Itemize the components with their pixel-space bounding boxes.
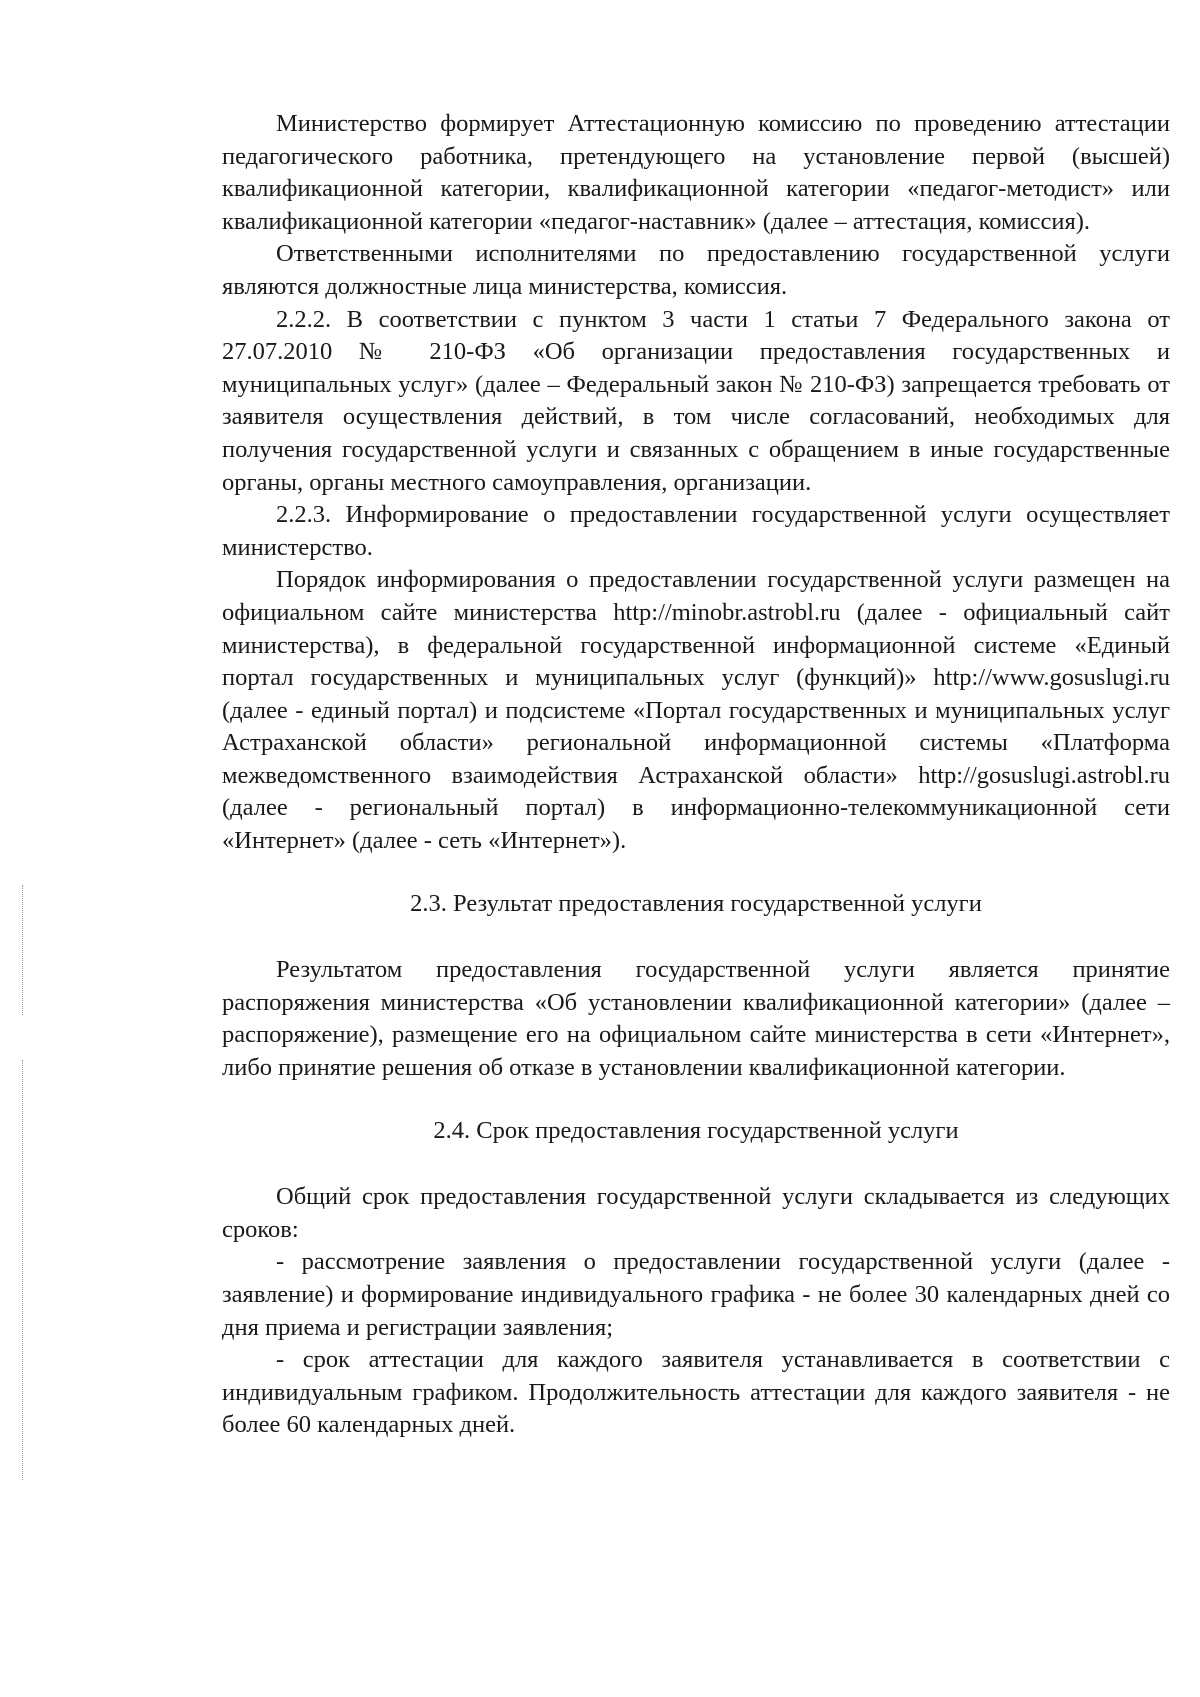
list-item: - рассмотрение заявления о предоставлении государственной услуги (далее - заявление) и формирование индивидуального графика - не более 30 календарных дней со дня приема и регистрации заявления; bbox=[222, 1248, 1170, 1341]
paragraph: Результатом предоставления государственной услуги является принятие распоряжения министерства «Об установлении квалификационной категории» (далее – распоряжение), размещение его на официальном сайте министерства в сети «Интернет», либо принятие решения об отказе в установлении квалификационной категории. bbox=[222, 956, 1170, 1082]
paragraph: Ответственными исполнителями по предоставлению государственной услуги являются должностные лица министерства, комиссия. bbox=[222, 240, 1170, 300]
section-heading-2-4: 2.4. Срок предоставления государственной услуги bbox=[433, 1116, 959, 1144]
paragraph: Общий срок предоставления государственной услуги складывается из следующих сроков: bbox=[222, 1183, 1170, 1243]
section-2-2 bbox=[222, 108, 1170, 858]
paragraph: Порядок информирования о предоставлении государственной услуги размещен на официальном сайте министерства http://minobr.astrobl.ru (далее - официальный сайт министерства), в федеральной государственной информационной системе «Единый портал государственных и муниципальных услуг (функций)» http://www.gosuslugi.ru (далее - единый портал) и подсистеме «Портал государственных и муниципальных услуг Астраханской области» региональной информационной системы «Платформа межведомственного взаимодействия Астраханской области» http://gosuslugi.astrobl.ru (далее - региональный портал) в информационно-телекоммуникационной сети «Интернет» (далее - сеть «Интернет»). bbox=[222, 566, 1170, 855]
list-item: - срок аттестации для каждого заявителя устанавливается в соответствии с индивидуальным графиком. Продолжительность аттестации для каждого заявителя - не более 60 календарных дней. bbox=[222, 1346, 1170, 1439]
paragraph: Министерство формирует Аттестационную комиссию по проведению аттестации педагогического работника, претендующего на установление первой (высшей) квалификационной категории, квалификационной категории «педагог-методист» или квалификационной категории «педагог-наставник» (далее – аттестация, комиссия). bbox=[222, 110, 1170, 235]
section-heading-2-3: 2.3. Результат предоставления государственной услуги bbox=[410, 889, 982, 917]
document-page bbox=[222, 108, 1170, 1442]
section-2-3 bbox=[222, 954, 1170, 1084]
binding-edge-mark bbox=[22, 1060, 23, 1480]
binding-edge-mark bbox=[22, 885, 23, 1015]
paragraph: 2.2.3. Информирование о предоставлении государственной услуги осуществляет министерство. bbox=[222, 501, 1170, 561]
section-2-4 bbox=[222, 1181, 1170, 1442]
paragraph: 2.2.2. В соответствии с пунктом 3 части 1 статьи 7 Федерального закона от 27.07.2010 № 210-ФЗ «Об организации предоставления государственных и муниципальных услуг» (далее – Федеральный закон № 210-ФЗ) запрещается требовать от заявителя осуществления действий, в том числе согласований, необходимых для получения государственной услуги и связанных с обращением в иные государственные органы, органы местного самоуправления, организации. bbox=[222, 305, 1170, 496]
